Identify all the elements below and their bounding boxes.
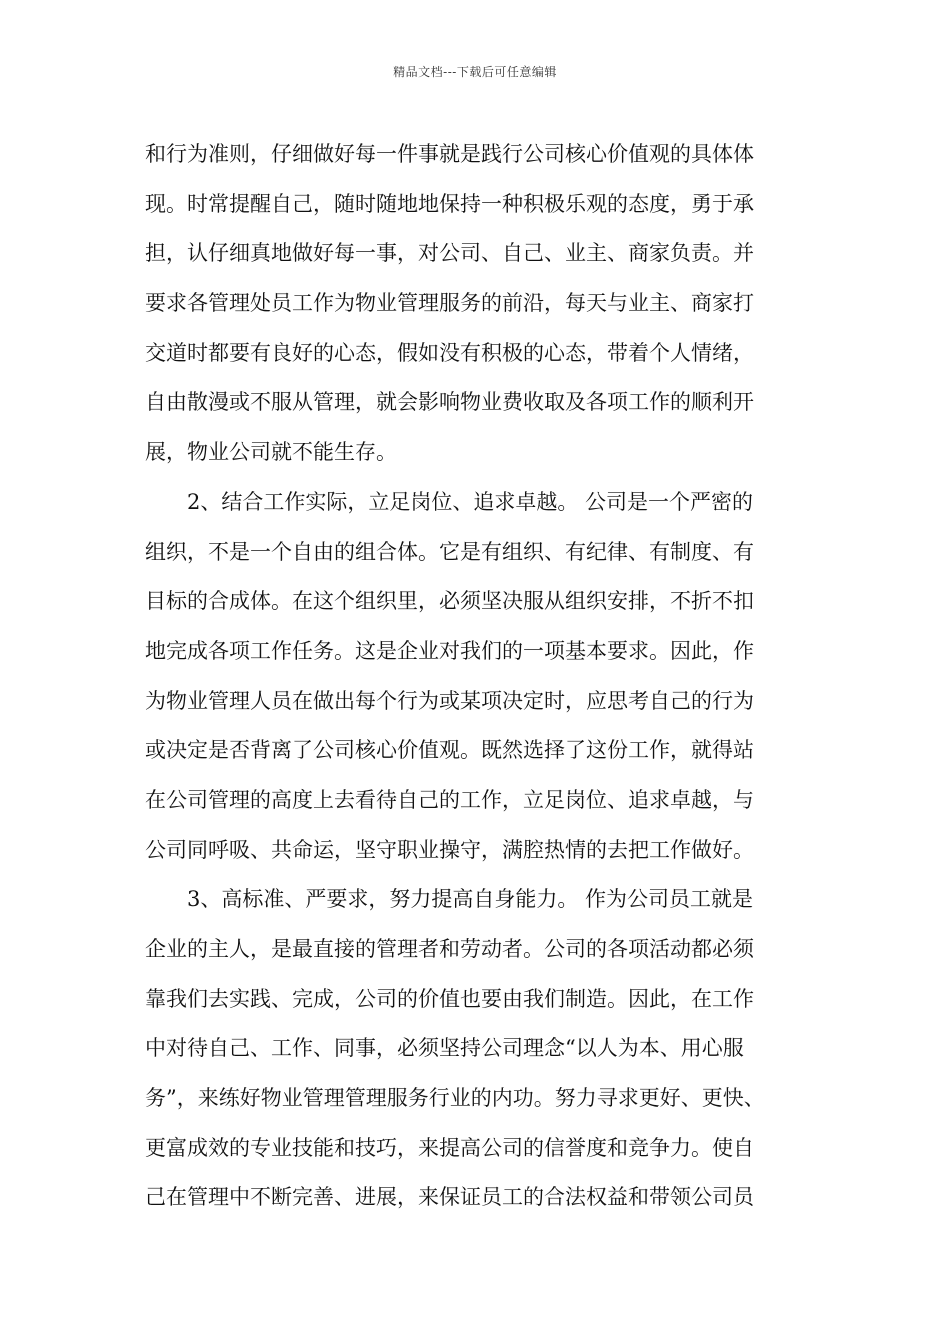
text-line: 担，认仔细真地做好每一事，对公司、自己、业主、商家负责。并 <box>145 241 754 266</box>
text-line: 公司同呼吸、共命运，坚守职业操守，满腔热情的去把工作做好。 <box>145 837 754 862</box>
body-text <box>145 130 810 1223</box>
text-line: 要求各管理处员工作为物业管理服务的前沿，每天与业主、商家打 <box>145 291 754 316</box>
text-line: 为物业管理人员在做出每个行为或某项决定时，应思考自己的行为 <box>145 688 754 713</box>
text-line: 企业的主人，是最直接的管理者和劳动者。公司的各项活动都必须 <box>145 937 754 961</box>
text-line: 和行为准则，仔细做好每一件事就是践行公司核心价值观的具体体 <box>145 142 754 166</box>
text-line: 在公司管理的高度上去看待自己的工作，立足岗位、追求卓越，与 <box>145 787 754 812</box>
text-line: 更富成效的专业技能和技巧，来提高公司的信誉度和竞争力。使自 <box>145 1135 754 1160</box>
text-line: 现。时常提醒自己，随时随地地保持一种积极乐观的态度，勇于承 <box>145 191 754 216</box>
text-line: 中对待自己、工作、同事，必须坚持公司理念“以人为本、用心服 <box>145 1036 744 1061</box>
paragraph-2-heading-line: 2、结合工作实际，立足岗位、追求卓越。 公司是一个严密的 <box>187 489 754 514</box>
text-line: 展，物业公司就不能生存。 <box>145 440 397 465</box>
text-line: 或决定是否背离了公司核心价值观。既然选择了这份工作，就得站 <box>145 738 754 763</box>
text-line: 交道时都要有良好的心态，假如没有积极的心态，带着个人情绪， <box>145 340 754 365</box>
text-line: 己在管理中不断完善、进展，来保证员工的合法权益和带领公司员 <box>145 1185 754 1210</box>
text-line: 靠我们去实践、完成，公司的价值也要由我们制造。因此，在工作 <box>145 986 754 1011</box>
paragraph-3-heading-line: 3、高标准、严要求，努力提高自身能力。 作为公司员工就是 <box>187 887 754 912</box>
text-line: 自由散漫或不服从管理，就会影响物业费收取及各项工作的顺利开 <box>145 390 754 415</box>
text-line: 地完成各项工作任务。这是企业对我们的一项基本要求。因此，作 <box>145 638 754 663</box>
text-line: 目标的合成体。在这个组织里，必须坚决服从组织安排，不折不扣 <box>145 589 754 614</box>
text-line: 务”，来练好物业管理管理服务行业的内功。努力寻求更好、更快、 <box>145 1086 765 1111</box>
page-header: 精品文档---下载后可任意编辑 <box>393 65 557 79</box>
text-line: 组织，不是一个自由的组合体。它是有组织、有纪律、有制度、有 <box>145 539 754 564</box>
